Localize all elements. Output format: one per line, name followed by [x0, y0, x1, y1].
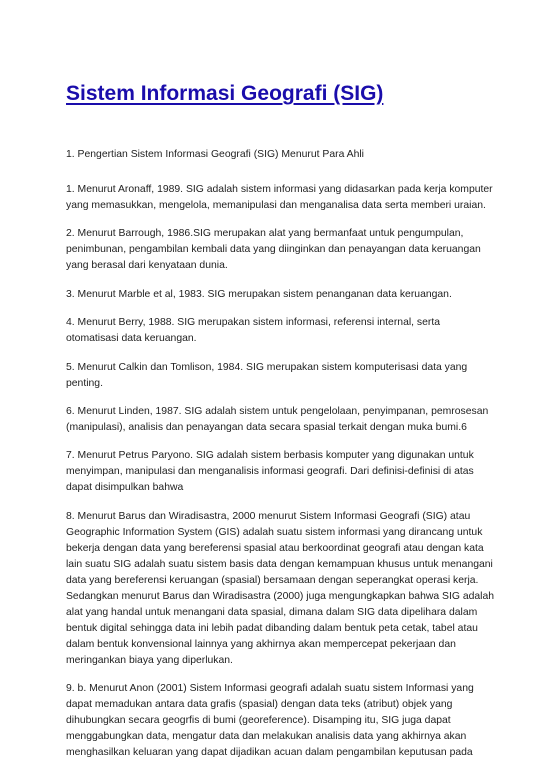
definition-item — [66, 226, 486, 274]
definition-line: 1. Menurut Aronaff, 1989. SIG adalah sistem informasi yang didasarkan pada kerja komputer — [66, 184, 493, 195]
definition-line: Sedangkan menurut Barus dan Wiradisastra (2000) juga mengungkapkan bahwa SIG adalah — [66, 590, 495, 602]
definition-item — [66, 404, 489, 436]
definition-line: menghasilkan keluaran yang dapat dijadikan acuan dalam pengambilan keputusan pada — [66, 747, 473, 759]
definition-line: data yang bereferensi keruangan (spasial) bersamaan dengan seperangkat operasi kerja. — [66, 574, 479, 586]
definition-line: dihubungkan secara geogrfis di bumi (georeference). Disamping itu, SIG juga dapat — [66, 715, 451, 727]
definition-item — [66, 287, 486, 303]
definition-line: dapat memadukan antara data grafis (spasial) dengan data teks (atribut) objek yang — [66, 699, 453, 711]
definition-line: penimbunan, pengambilan kembali data yang diinginkan dan penayangan data keruangan — [66, 244, 481, 256]
definition-line: 7. Menurut Petrus Paryono. SIG adalah sistem berbasis komputer yang digunakan untuk — [66, 450, 474, 462]
definition-line: 2. Menurut Barrough, 1986.SIG merupakan alat yang bermanfaat untuk pengumpulan, — [66, 228, 464, 240]
definition-item — [66, 681, 486, 761]
definition-line: lain suatu SIG adalah suatu sistem basis data dengan kemampuan khusus untuk menangani — [66, 558, 493, 570]
definition-line: bentuk digital sehingga data ini lebih padat dibanding dalam bentuk peta cetak, tabel atau — [66, 622, 478, 634]
definition-line: 5. Menurut Calkin dan Tomlison, 1984. SIG merupakan sistem komputerisasi data yang — [66, 361, 468, 373]
definition-item — [66, 315, 486, 347]
definition-item — [66, 182, 493, 214]
definition-item — [66, 509, 495, 669]
definition-line: Geographic Information System (GIS) adalah suatu sistem informasi yang dirancang untuk — [66, 526, 483, 538]
definition-line: meringankan biaya yang diperlukan. — [66, 654, 233, 666]
definition-line: menggabungkan data, mengatur data dan melakukan analisis data yang akhirnya akan — [66, 731, 467, 743]
section-heading: 1. Pengertian Sistem Informasi Geografi (SIG) Menurut Para Ahli — [66, 149, 364, 160]
definition-line: 6. Menurut Linden, 1987. SIG adalah sistem untuk pengelolaan, penyimpanan, pemrosesan — [66, 405, 489, 417]
definition-line: 4. Menurut Berry, 1988. SIG merupakan sistem informasi, referensi internal, serta — [66, 317, 441, 329]
definition-line: yang berasal dari kenyataan dunia. — [66, 260, 228, 272]
definition-line: (manipulasi), analisis dan penayangan data secara spasial terkait dengan muka bumi.6 — [66, 421, 467, 433]
definition-line: 9. b. Menurut Anon (2001) Sistem Informasi geografi adalah suatu sistem Informasi yang — [66, 683, 474, 695]
definition-line: bekerja dengan data yang bereferensi spasial atau berkoordinat geografi atau dengan kata — [66, 542, 484, 554]
definition-line: penting. — [66, 377, 103, 389]
definition-line: dapat disimpulkan bahwa — [66, 482, 184, 494]
definition-line: alat yang handal untuk menangani data spasial, dimana dalam SIG data dipelihara dalam — [66, 606, 478, 618]
definition-line: 8. Menurut Barus dan Wiradisastra, 2000 menurut Sistem Informasi Geografi (SIG) atau — [66, 510, 471, 522]
definition-item — [66, 360, 486, 392]
document-title-link[interactable]: Sistem Informasi Geografi (SIG) — [66, 82, 384, 105]
definition-item — [66, 448, 486, 496]
definition-line: yang memasukkan, mengelola, memanipulasi dan menganalisa data serta memberi uraian. — [66, 200, 486, 211]
definition-line: dalam bentuk konvensional lainnya yang akhirnya akan mempercepat pekerjaan dan — [66, 638, 456, 650]
definition-line: otomatisasi data keruangan. — [66, 333, 197, 345]
definition-line: 3. Menurut Marble et al, 1983. SIG merupakan sistem penanganan data keruangan. — [66, 288, 452, 300]
definition-line: menyimpan, manipulasi dan menganalisis informasi geografi. Dari definisi-definisi di atas — [66, 466, 474, 478]
definition-list — [66, 182, 495, 774]
